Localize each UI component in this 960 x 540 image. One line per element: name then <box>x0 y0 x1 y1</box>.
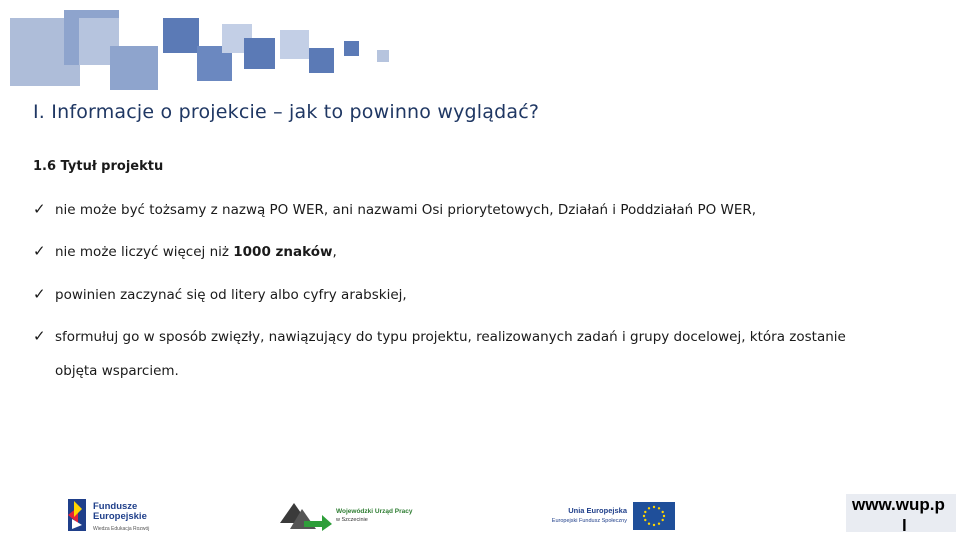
list-item <box>33 192 933 227</box>
ue-line1: Unia Europejska <box>568 506 627 515</box>
deco-square <box>344 41 359 56</box>
checkmark-icon: ✓ <box>33 200 46 218</box>
bullet-bold-text: 1000 znaków <box>233 244 333 260</box>
website-line1: www.wup.p <box>852 495 945 514</box>
wup-line1: Wojewódzki Urząd Pracy <box>336 508 413 515</box>
bullet-text-continuation: objęta wsparciem. <box>55 363 179 379</box>
page-title: I. Informacje o projekcie – jak to powinno wyglądać? <box>33 101 540 123</box>
section-subheading: 1.6 Tytuł projektu <box>33 159 164 174</box>
eu-flag-icon <box>633 502 675 530</box>
bullet-text: nie może być tożsamy z nazwą PO WER, ani nazwami Osi priorytetowych, Działań i Poddziałań PO WER, <box>55 202 757 218</box>
bullet-text: nie może liczyć więcej niż <box>55 244 234 260</box>
list-item <box>33 277 933 312</box>
deco-square <box>377 50 389 62</box>
wup-emblem-icon <box>280 501 332 531</box>
checkmark-icon: ✓ <box>33 327 46 345</box>
website-line2: l <box>902 516 907 532</box>
logo-wup <box>280 495 430 535</box>
bullet-text: , <box>332 244 337 260</box>
website-label <box>846 494 956 532</box>
list-item <box>33 319 933 388</box>
fe-line2: Europejskie <box>93 511 147 522</box>
fe-emblem-icon <box>64 497 90 533</box>
deco-square <box>110 46 158 90</box>
checkmark-icon: ✓ <box>33 242 46 260</box>
deco-square <box>280 30 309 59</box>
ue-line2: Europejski Fundusz Społeczny <box>551 518 627 524</box>
deco-square <box>309 48 334 73</box>
bullet-text: powinien zaczynać się od litery albo cyfry arabskiej, <box>55 287 407 303</box>
logo-fundusze-europejskie <box>64 495 179 535</box>
list-item <box>33 234 933 269</box>
fe-line3: Wiedza Edukacja Rozwój <box>93 526 150 532</box>
fe-line1: Fundusze <box>93 501 138 512</box>
logo-unia-europejska <box>537 495 677 535</box>
bullet-text: sformułuj go w sposób zwięzły, nawiązujący do typu projektu, realizowanych zadań i grupy docelowej, która zostanie <box>55 329 846 345</box>
deco-square <box>163 18 199 53</box>
deco-square <box>244 38 275 69</box>
wup-line2: w Szczecinie <box>336 517 368 523</box>
checkmark-icon: ✓ <box>33 285 46 303</box>
